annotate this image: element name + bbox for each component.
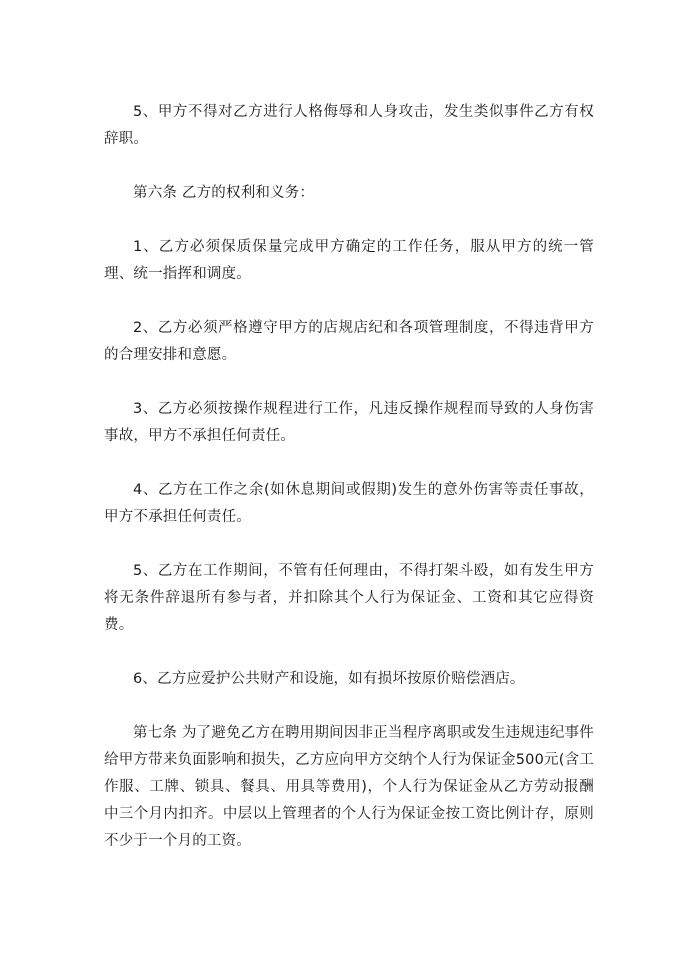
paragraph-jia-item-5: 5、甲方不得对乙方进行人格侮辱和人身攻击，发生类似事件乙方有权辞职。 bbox=[104, 104, 594, 147]
heading-article-6: 第六条 乙方的权利和义务： bbox=[133, 185, 315, 201]
paragraph-yi-item-4: 4、乙方在工作之余(如休息期间或假期)发生的意外伤害等责任事故，甲方不承担任何责任。 bbox=[104, 482, 594, 525]
paragraph-yi-item-3: 3、乙方必须按操作规程进行工作，凡违反操作规程而导致的人身伤害事故，甲方不承担任何责任。 bbox=[104, 401, 594, 444]
document-body bbox=[104, 99, 594, 882]
paragraph-yi-item-5: 5、乙方在工作期间，不管有任何理由，不得打架斗殴，如有发生甲方将无条件辞退所有参与者，并扣除其个人行为保证金、工资和其它应得资费。 bbox=[104, 563, 594, 633]
paragraph-yi-item-6: 6、乙方应爱护公共财产和设施，如有损坏按原价赔偿酒店。 bbox=[133, 671, 525, 687]
paragraph-yi-item-2: 2、乙方必须严格遵守甲方的店规店纪和各项管理制度，不得违背甲方的合理安排和意愿。 bbox=[104, 320, 594, 363]
paragraph-yi-item-1: 1、乙方必须保质保量完成甲方确定的工作任务，服从甲方的统一管理、统一指挥和调度。 bbox=[104, 239, 594, 282]
paragraph-article-7: 第七条 为了避免乙方在聘用期间因非正当程序离职或发生违规违纪事件给甲方带来负面影响和损失，乙方应向甲方交纳个人行为保证金500元(含工作服、工牌、锁具、餐具、用具等费用)，个人行为保证金从乙方劳动报酬中三个月内扣齐。中层以上管理者的个人行为保证金按工资比例计存，原则不少于一个月的工资。 bbox=[104, 725, 594, 849]
